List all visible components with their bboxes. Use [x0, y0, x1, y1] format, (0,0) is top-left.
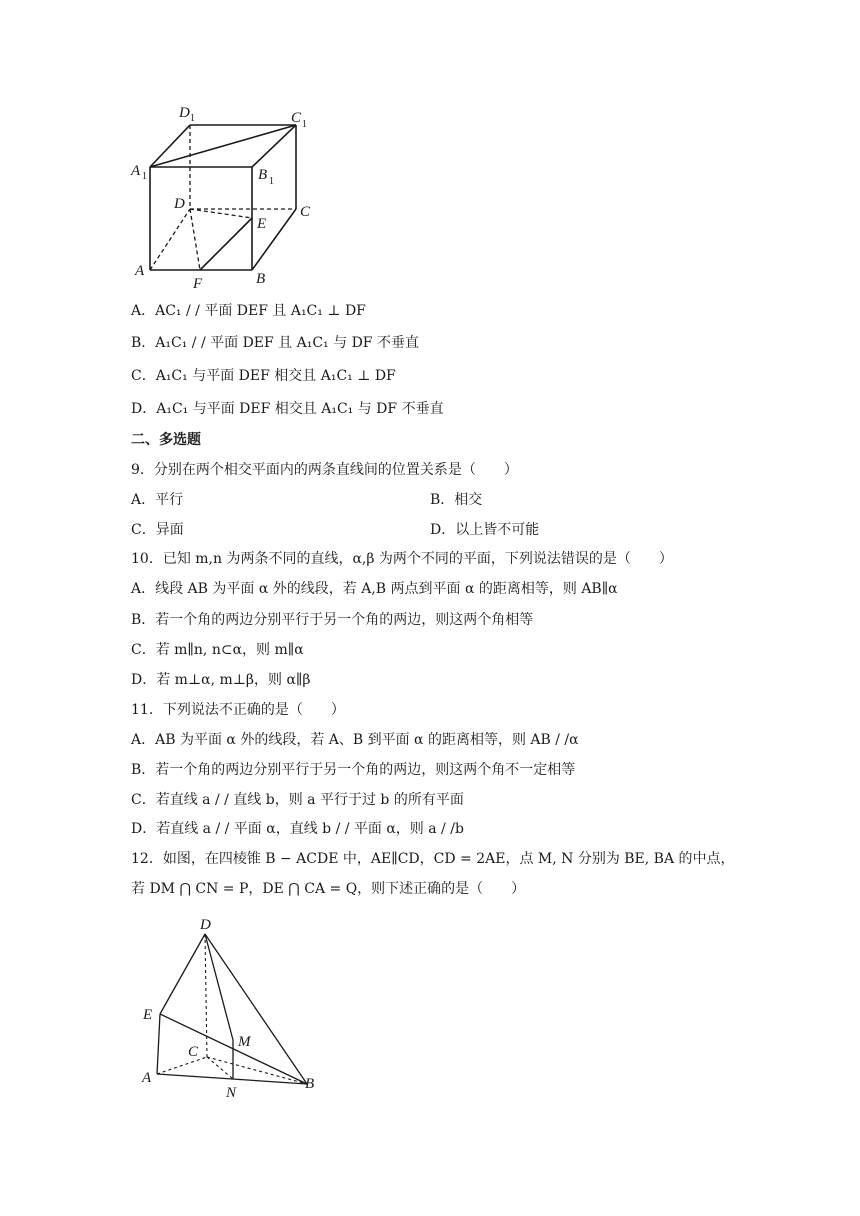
label-f: F: [193, 276, 203, 292]
q12-stem-line1: 12．如图，在四棱锥 B − ACDE 中，AE∥CD，CD = 2AE，点 M, N 分别为 BE, BA 的中点，: [131, 851, 735, 867]
pyramid-figure: [135, 912, 335, 1102]
label-d1: D: [179, 105, 190, 121]
label-pm: M: [238, 1034, 251, 1050]
q11-option-d: D．若直线 a / / 平面 α，直线 b / / 平面 α，则 a / /b: [131, 821, 464, 837]
label-c: C: [300, 204, 311, 220]
label-pc: C: [188, 1044, 199, 1060]
label-c1-sub: 1: [302, 119, 307, 130]
q8-option-c: C．A₁C₁ 与平面 DEF 相交且 A₁C₁ ⊥ DF: [131, 368, 396, 384]
q11-option-c: C．若直线 a / / 直线 b，则 a 平行于过 b 的所有平面: [131, 792, 464, 808]
label-d: D: [174, 196, 185, 212]
label-pe: E: [143, 1007, 153, 1023]
q9-stem: 9．分别在两个相交平面内的两条直线间的位置关系是（ ）: [131, 462, 518, 478]
q9-option-c: C．异面: [131, 522, 184, 538]
q11-option-b: B．若一个角的两边分别平行于另一个角的两边，则这两个角不一定相等: [131, 762, 576, 778]
q11-option-a: A．AB 为平面 α 外的线段，若 A、B 到平面 α 的距离相等，则 AB / /α: [131, 732, 579, 748]
q10-option-d: D．若 m⊥α, m⊥β，则 α∥β: [131, 672, 311, 688]
q12-stem-line2: 若 DM ⋂ CN = P，DE ⋂ CA = Q，则下述正确的是（ ）: [131, 881, 526, 897]
label-a1: A: [131, 163, 141, 179]
q9-option-d: D．以上皆不可能: [430, 522, 540, 538]
label-c1: C: [291, 110, 302, 126]
q9-option-a: A．平行: [131, 492, 184, 508]
label-b1-sub: 1: [269, 176, 274, 187]
label-pb: B: [305, 1076, 315, 1092]
label-pn: N: [226, 1085, 237, 1101]
section-heading: 二、多选题: [131, 432, 201, 448]
q8-option-b: B．A₁C₁ / / 平面 DEF 且 A₁C₁ 与 DF 不垂直: [131, 335, 419, 351]
q8-option-a: A．AC₁ / / 平面 DEF 且 A₁C₁ ⊥ DF: [131, 303, 366, 319]
label-pa: A: [142, 1070, 152, 1086]
q9-option-b: B．相交: [430, 492, 483, 508]
label-d1-sub: 1: [190, 113, 195, 124]
label-a1-sub: 1: [142, 171, 147, 182]
label-pd: D: [200, 917, 211, 933]
label-e: E: [257, 216, 267, 232]
label-a: A: [135, 263, 145, 279]
label-b1: B: [258, 167, 268, 183]
q10-stem: 10．已知 m,n 为两条不同的直线，α,β 为两个不同的平面，下列说法错误的是（ ）: [131, 551, 673, 567]
q10-option-b: B．若一个角的两边分别平行于另一个角的两边，则这两个角相等: [131, 612, 534, 628]
label-b: B: [256, 271, 266, 287]
q11-stem: 11．下列说法不正确的是（ ）: [131, 702, 345, 718]
q8-option-d: D．A₁C₁ 与平面 DEF 相交且 A₁C₁ 与 DF 不垂直: [131, 401, 444, 417]
q10-option-c: C．若 m∥n, n⊂α，则 m∥α: [131, 642, 304, 658]
cube-figure: [128, 100, 328, 300]
q10-option-a: A．线段 AB 为平面 α 外的线段，若 A,B 两点到平面 α 的距离相等，则 AB∥α: [131, 581, 618, 597]
